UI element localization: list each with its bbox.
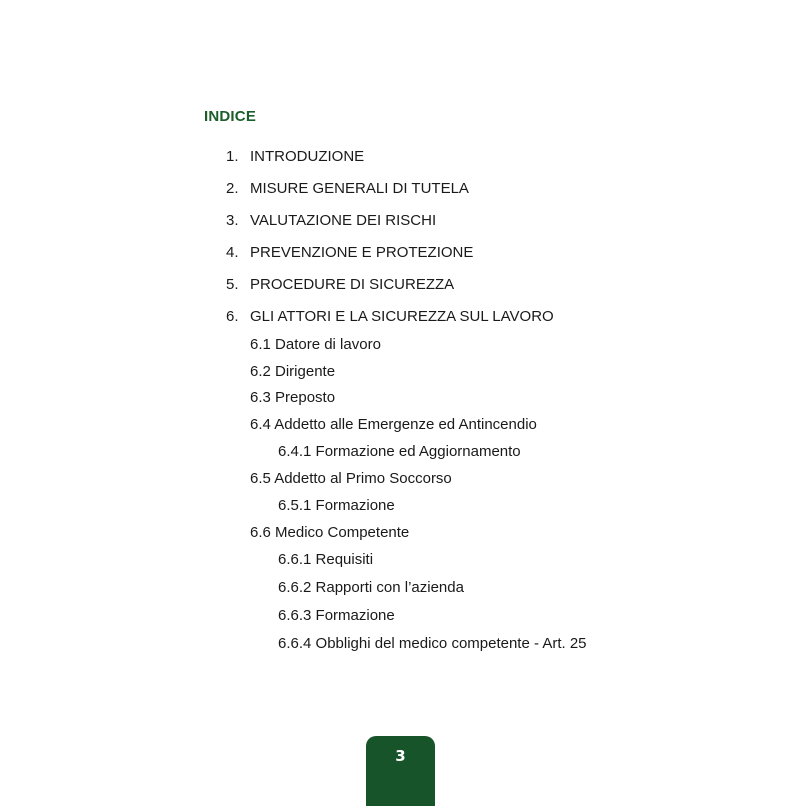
toc-item	[226, 276, 454, 293]
toc-subitem: 6.1 Datore di lavoro	[250, 336, 381, 353]
toc-subsubitem: 6.6.1 Requisiti	[278, 551, 374, 568]
toc-item-label: VALUTAZIONE DEI RISCHI	[250, 212, 437, 229]
toc-item-label: GLI ATTORI E LA SICUREZZA SUL LAVORO	[250, 308, 554, 325]
toc-subsubitem: 6.6.2 Rapporti con l’azienda	[278, 579, 464, 596]
page-number: 3	[395, 747, 406, 765]
toc-subsubitem: 6.6.3 Formazione	[278, 607, 395, 624]
toc-item-number: 1.	[226, 148, 239, 165]
toc-title: INDICE	[204, 108, 257, 125]
toc-item	[226, 180, 469, 197]
toc-item	[226, 244, 473, 261]
toc-subitem: 6.3 Preposto	[250, 389, 336, 406]
toc-item-number: 2.	[226, 180, 239, 197]
page-number-tab	[366, 736, 435, 806]
toc-subsubitem: 6.6.4 Obblighi del medico competente - Art. 25	[278, 635, 587, 652]
toc-item	[226, 212, 436, 229]
toc-item-number: 4.	[226, 244, 239, 261]
toc-subsubitem: 6.4.1 Formazione ed Aggiornamento	[278, 443, 521, 460]
toc-subitem: 6.5 Addetto al Primo Soccorso	[250, 470, 452, 487]
toc-item	[226, 148, 364, 165]
toc-item-label: PREVENZIONE E PROTEZIONE	[250, 244, 474, 261]
toc-item-label: MISURE GENERALI DI TUTELA	[250, 180, 469, 197]
toc-item-label: INTRODUZIONE	[250, 148, 365, 165]
toc-subitem: 6.2 Dirigente	[250, 363, 336, 380]
toc-subitem: 6.4 Addetto alle Emergenze ed Antincendio	[250, 416, 537, 433]
toc-item	[226, 308, 554, 325]
toc-item-label: PROCEDURE DI SICUREZZA	[250, 276, 455, 293]
toc-subsubitem: 6.5.1 Formazione	[278, 497, 395, 514]
toc-subitem: 6.6 Medico Competente	[250, 524, 410, 541]
toc-item-number: 5.	[226, 276, 239, 293]
toc-item-number: 6.	[226, 308, 239, 325]
toc-item-number: 3.	[226, 212, 239, 229]
